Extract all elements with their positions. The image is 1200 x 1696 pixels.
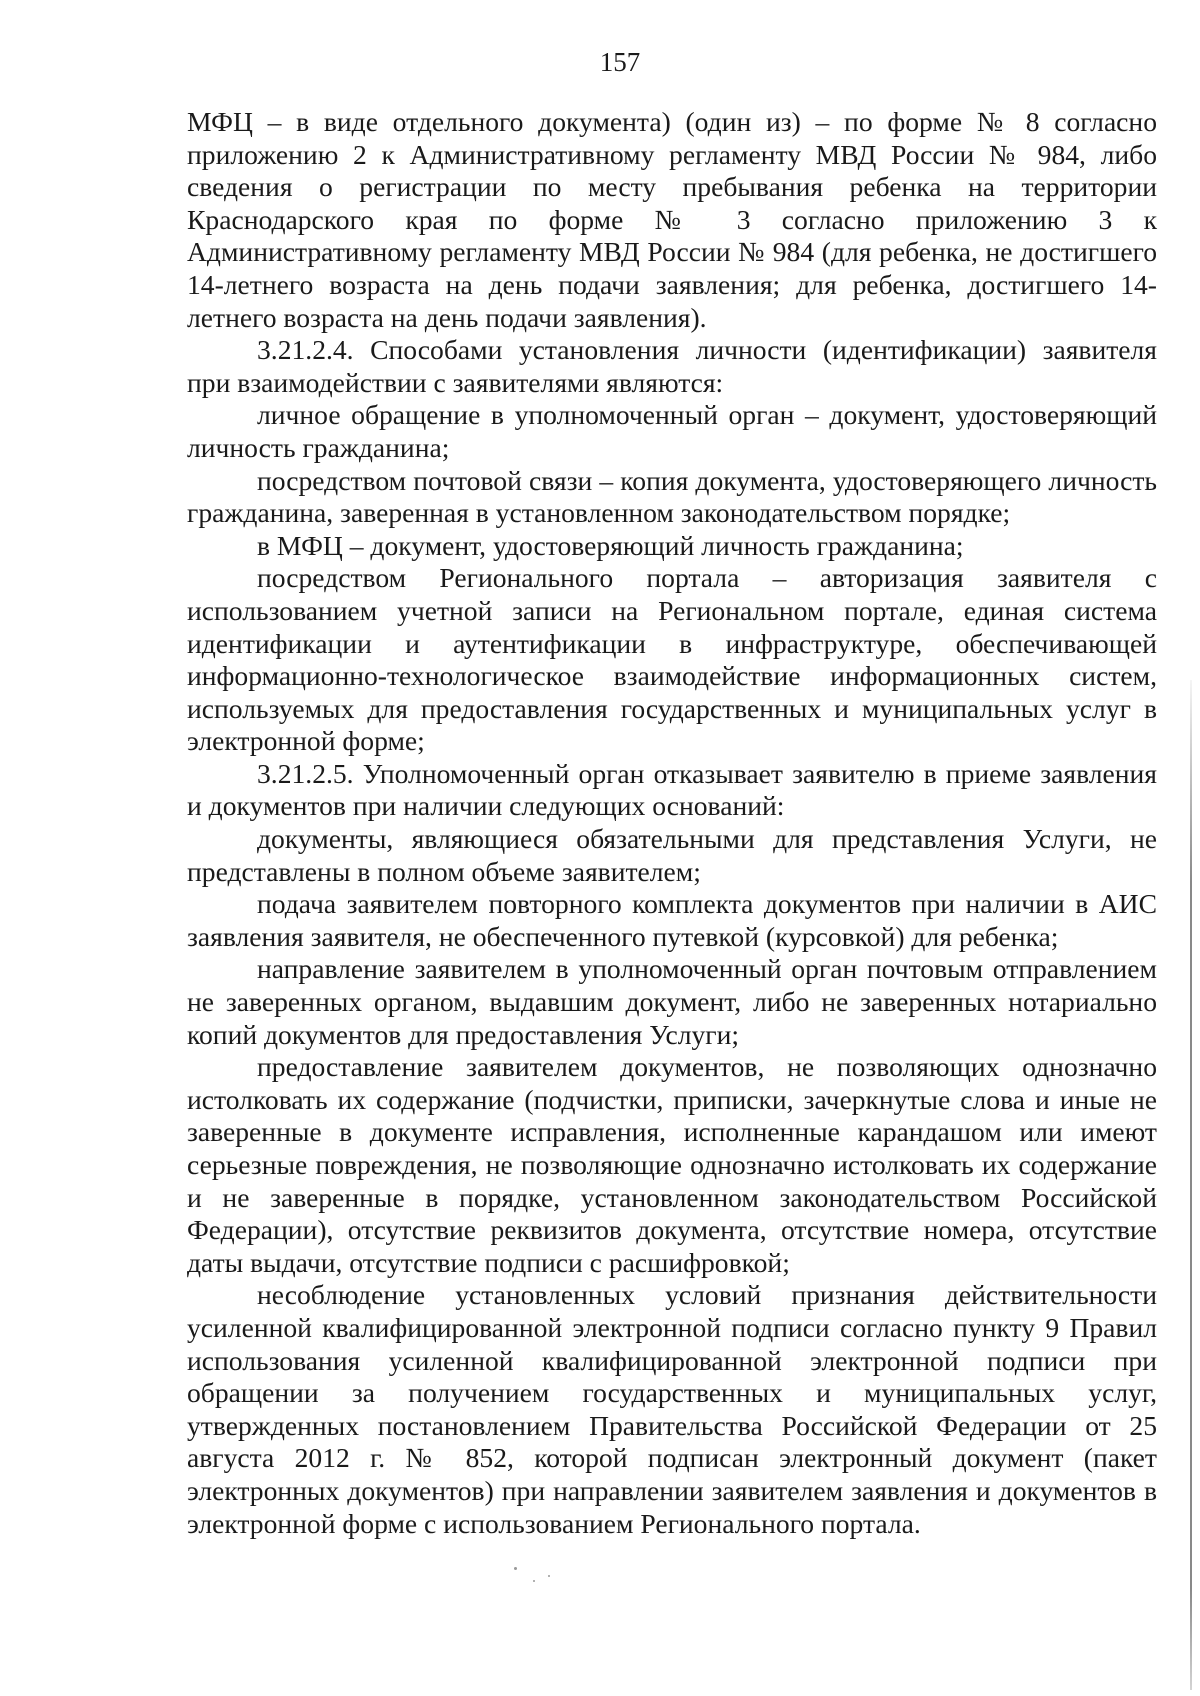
paragraph: подача заявителем повторного комплекта документов при наличии в АИС заявления заявителя, не обеспеченного путевкой (курсовкой) для ребенка; (187, 888, 1157, 952)
paragraph: документы, являющиеся обязательными для представления Услуги, не представлены в полном объеме заявителем; (187, 823, 1157, 887)
paragraph: в МФЦ – документ, удостоверяющий личность гражданина; (257, 529, 964, 561)
paragraph: 3.21.2.4. Способами установления личности (идентификации) заявителя при взаимодействии с заявителями являются: (187, 334, 1157, 398)
paragraph: личное обращение в уполномоченный орган – документ, удостоверяющий личность гражданина; (187, 399, 1157, 463)
paragraph: предоставление заявителем документов, не позволяющих однозначно истолковать их содержание (подчистки, приписки, зачеркнутые слова и иные не заверенные в документе исправления, исполненные карандашом или имеют серьезные повреждения, не позволяющие однозначно истолковать их содержание и не заверенные в порядке, установленном законодательством Российской Федерации), отсутствие реквизитов документа, отсутствие номера, отсутствие даты выдачи, отсутствие подписи с расшифровкой; (187, 1051, 1157, 1278)
scan-speck (514, 1567, 517, 1570)
paragraph: посредством почтовой связи – копия документа, удостоверяющего личность гражданина, заверенная в установленном законодательством порядке; (187, 464, 1157, 529)
paragraph: 3.21.2.5. Уполномоченный орган отказывает заявителю в приеме заявления и документов при наличии следующих оснований: (187, 757, 1157, 822)
paragraph: МФЦ – в виде отдельного документа) (один из) – по форме № 8 согласно приложению 2 к Административному регламенту МВД России № 984, либо сведения о регистрации по месту пребывания ребенка на территории Краснодарского края по форме № 3 согласно приложению 3 к Административному регламенту МВД России № 984 (для ребенка, не достигшего 14-летнего возраста на день подачи заявления; для ребенка, достигшего 14-летнего возраста на день подачи заявления). (187, 106, 1157, 333)
document-body (187, 106, 1157, 1540)
scan-speck (548, 1575, 550, 1577)
scan-speck (533, 1580, 535, 1582)
paragraph: посредством Регионального портала – авторизация заявителя с использованием учетной записи на Региональном портале, единая система идентификации и аутентификации в инфраструктуре, обеспечивающей информационно-технологическое взаимодействие информационных систем, используемых для предоставления государственных и муниципальных услуг в электронной форме; (187, 562, 1157, 757)
page-number: 157 (599, 47, 641, 77)
scan-edge-line (1190, 680, 1192, 1690)
paragraph: направление заявителем в уполномоченный орган почтовым отправлением не заверенных органом, выдавшим документ, либо не заверенных нотариально копий документов для предоставления Услуги; (187, 953, 1157, 1050)
paragraph: несоблюдение установленных условий признания действительности усиленной квалифицированной электронной подписи согласно пункту 9 Правил использования усиленной квалифицированной электронной подписи при обращении за получением государственных и муниципальных услуг, утвержденных постановлением Правительства Российской Федерации от 25 августа 2012 г. № 852, которой подписан электронный документ (пакет электронных документов) при направлении заявителем заявления и документов в электронной форме с использованием Регионального портала. (187, 1279, 1157, 1539)
